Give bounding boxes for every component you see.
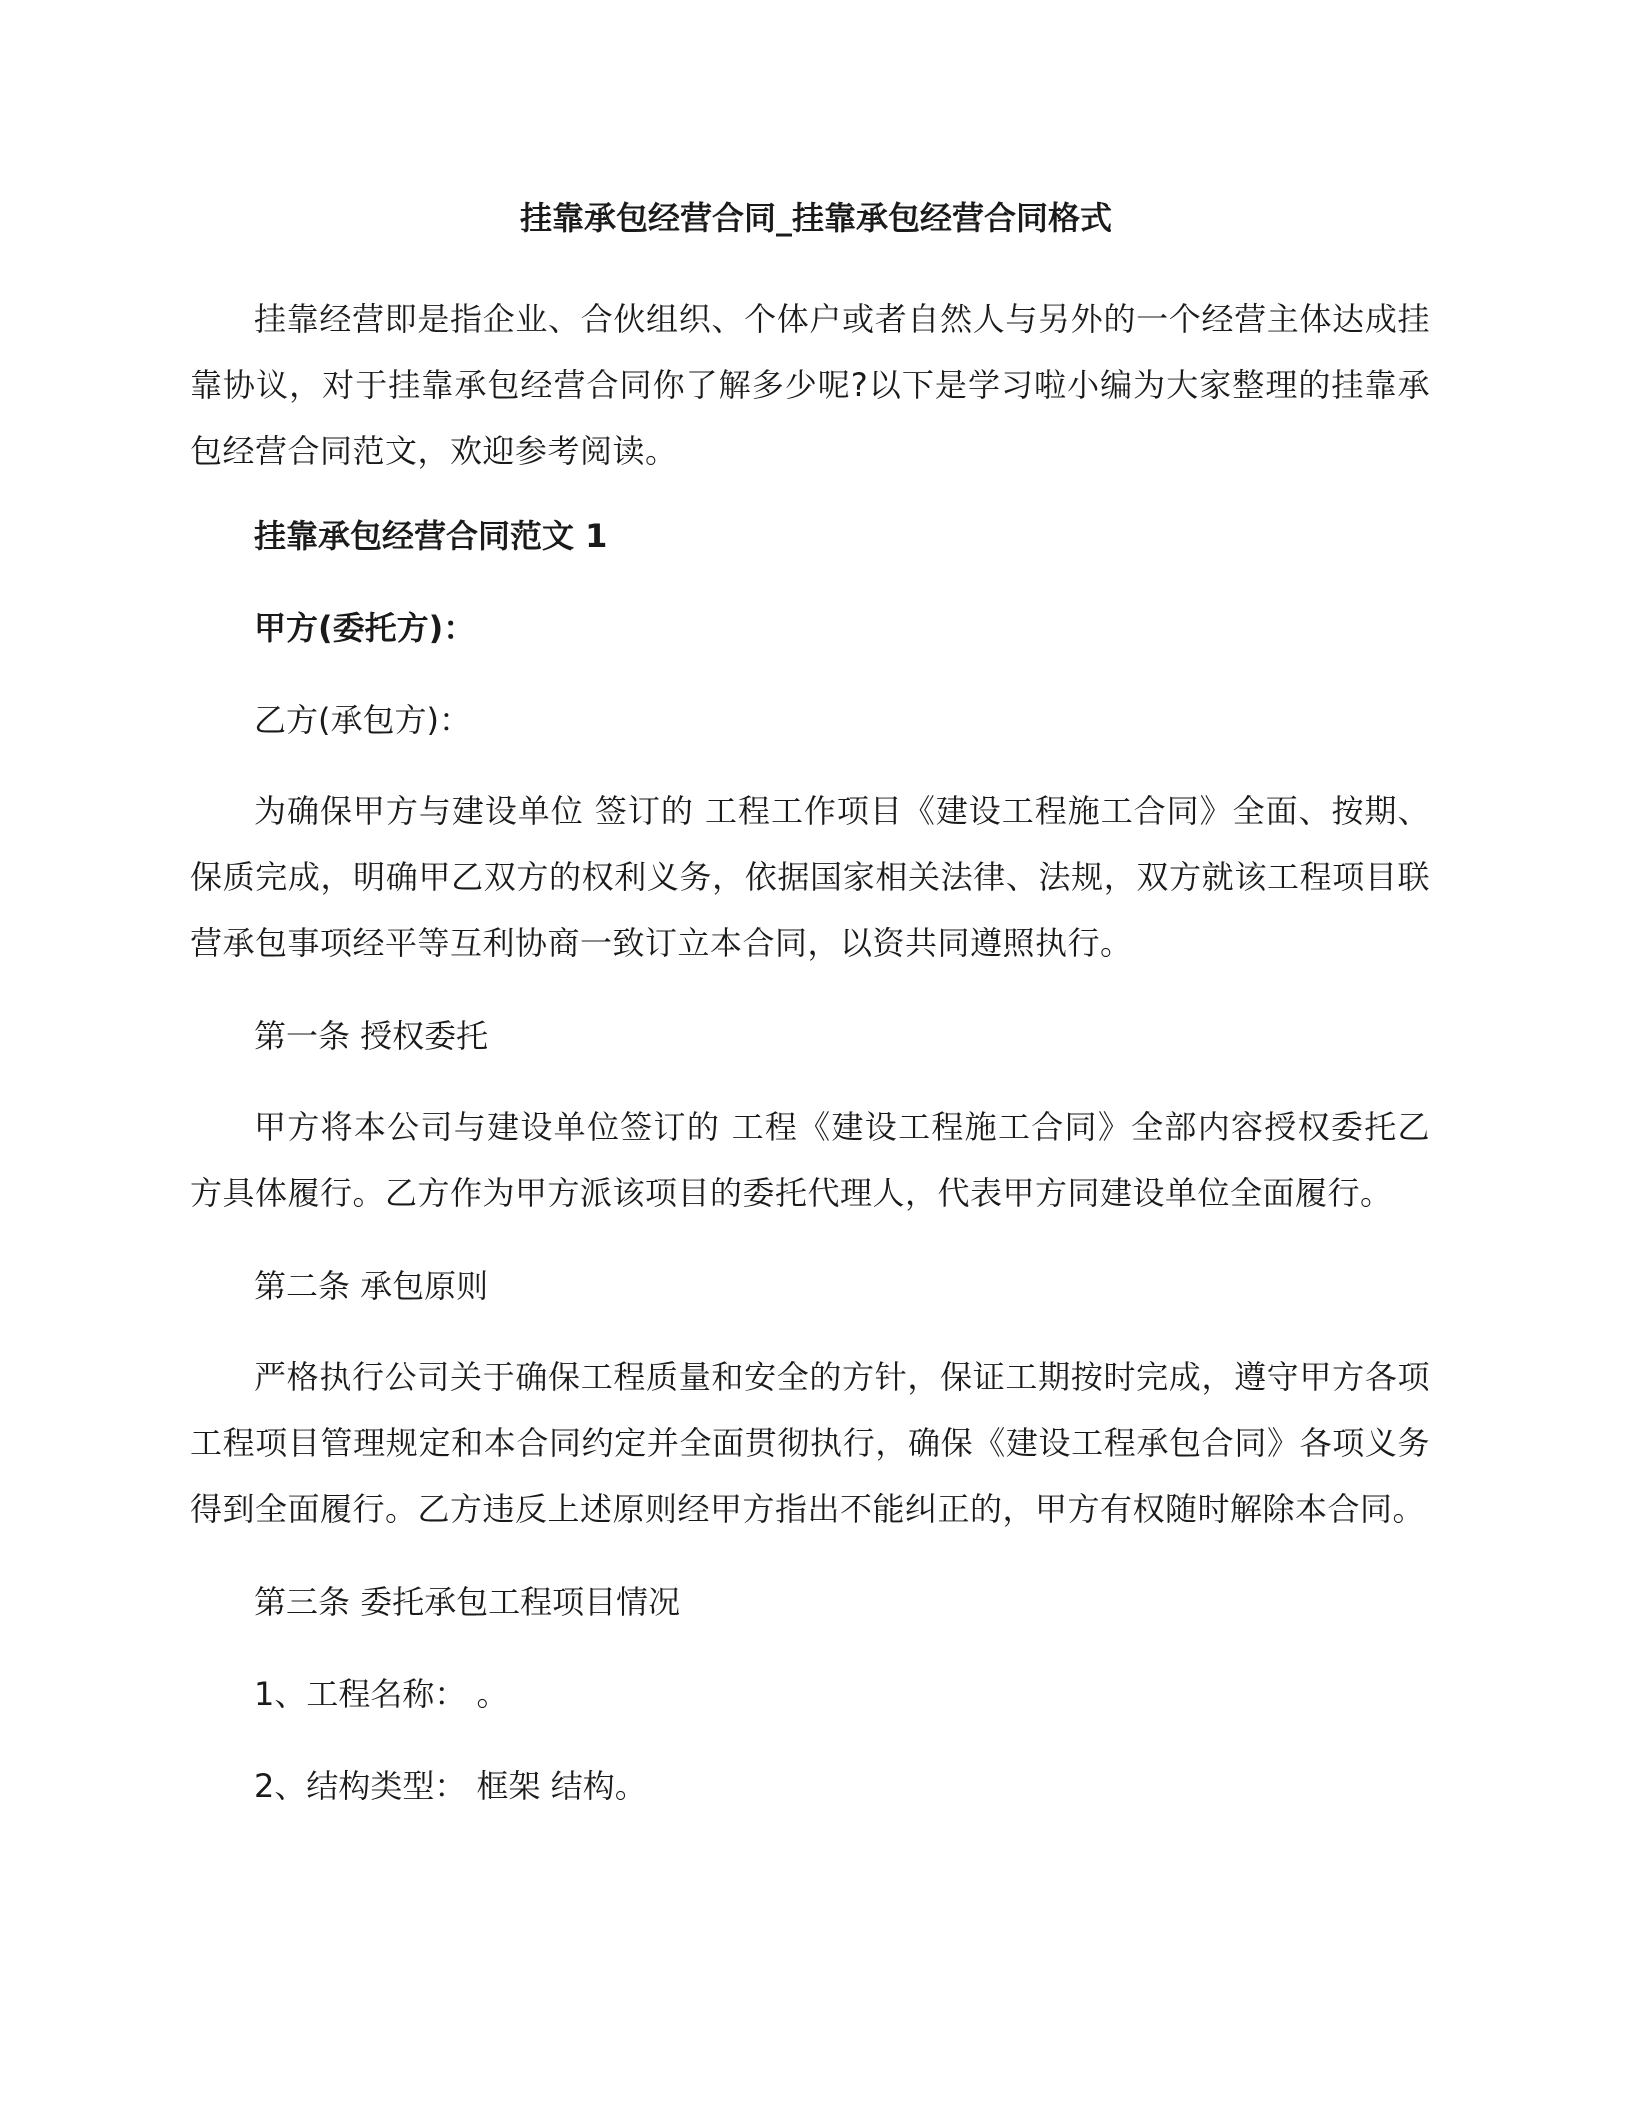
party-a-line: 甲方(委托方)： [254, 609, 476, 647]
section-title: 挂靠承包经营合同范文 1 [254, 517, 608, 555]
article3-title: 第三条 委托承包工程项目情况 [254, 1583, 681, 1621]
document-title: 挂靠承包经营合同_挂靠承包经营合同格式 [519, 199, 1112, 237]
article2-paragraph: 严格执行公司关于确保工程质量和安全的方针，保证工期按时完成，遵守甲方各项工程项目管理规定和本合同约定并全面贯彻执行，确保《建设工程承包合同》各项义务得到全面履行。乙方违反上述原则经甲方指出不能纠正的，甲方有权随时解除本合同。 [190, 1358, 1430, 1528]
intro-paragraph: 挂靠经营即是指企业、合伙组织、个体户或者自然人与另外的一个经营主体达成挂靠协议，对于挂靠承包经营合同你了解多少呢?以下是学习啦小编为大家整理的挂靠承包经营合同范文，欢迎参考阅读。 [190, 300, 1430, 470]
article2-title: 第二条 承包原则 [254, 1267, 489, 1305]
article1-paragraph: 甲方将本公司与建设单位签订的 工程《建设工程施工合同》全部内容授权委托乙方具体履行。乙方作为甲方派该项目的委托代理人，代表甲方同建设单位全面履行。 [190, 1108, 1430, 1212]
item-1: 1、工程名称： 。 [254, 1675, 509, 1713]
item-2: 2、结构类型： 框架 结构。 [254, 1767, 647, 1805]
party-b-line: 乙方(承包方)： [254, 701, 471, 739]
article1-title: 第一条 授权委托 [254, 1017, 489, 1055]
preamble-paragraph: 为确保甲方与建设单位 签订的 工程工作项目《建设工程施工合同》全面、按期、保质完成，明确甲乙双方的权利义务，依据国家相关法律、法规，双方就该工程项目联营承包事项经平等互利协商一致订立本合同，以资共同遵照执行。 [190, 792, 1430, 962]
